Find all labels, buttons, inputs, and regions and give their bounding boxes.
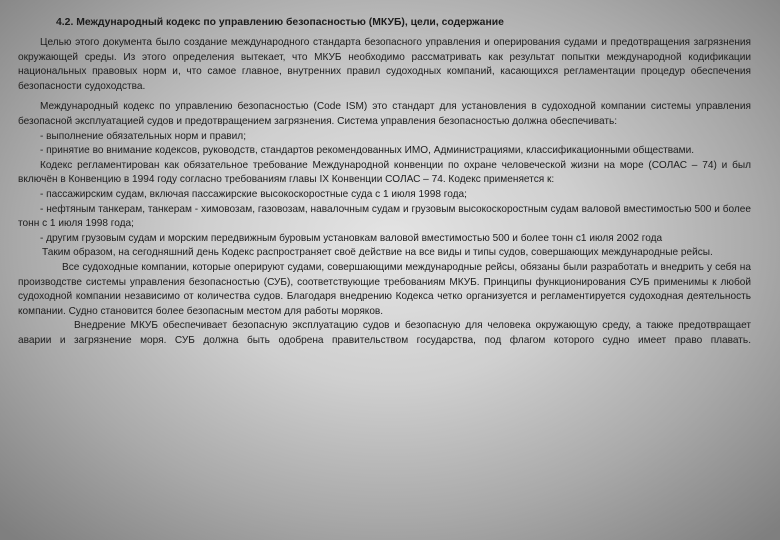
list-item-mandatory-rules: - выполнение обязательных норм и правил; bbox=[40, 130, 246, 142]
paragraph-scope-summary: Таким образом, на сегодняшний день Кодекс распространяет своё действие на все виды и типы судов, совершающих международные рейсы. bbox=[42, 247, 713, 259]
section-title: 4.2. Международный кодекс по управлению безопасностью (МКУБ), цели, содержание bbox=[56, 17, 504, 28]
document-page bbox=[18, 16, 751, 348]
list-item-codes-guidelines: - принятие во внимание кодексов, руководств, стандартов рекомендованных ИМО, Администрациями, классификационными обществами. bbox=[40, 145, 695, 157]
paragraph-purpose: Целью этого документа было создание международного стандарта безопасного управления и оперирования судами и предотвращения загрязнения окружающей среды. Из этого определения вытекает, что МКУБ необходимо рассматривать как результат попытки международной кодификации национальных правовых норм и, что самое главное, внутренних правил судоходных компаний, касающихся регламентации процедур обеспечения безопасности судоходства. bbox=[18, 37, 751, 92]
list-item-tankers: - нефтяным танкерам, танкерам - химовозам, газовозам, навалочным судам и грузовым высокоскоростным судам валовой вместимостью 500 и более тонн с 1 июля 1998 года; bbox=[18, 203, 751, 230]
paragraph-companies-sms: Все судоходные компании, которые оперируют судами, совершающими международные рейсы, обязаны были разработать и внедрить у себя на производстве системы управления безопасностью (СУБ), соответствующие требованиям МКУБ. Принципы функционирования СУБ применимы к любой судоходной компании независимо от количества судов. Благодаря внедрению Кодекса четко организуется и регламентируется судоходная деятельность компании. Судно становится более безопасным местом для работы моряков. bbox=[18, 261, 751, 317]
paragraph-ism-definition: Международный кодекс по управлению безопасностью (Code ISM) это стандарт для установления в судоходной компании системы управления безопасной эксплуатацией судов и предотвращением загрязнения. Система управления безопасностью должна обеспечивать: bbox=[18, 101, 751, 127]
list-item-other-cargo-ships: - другим грузовым судам и морским передвижным буровым установкам валовой вместимостью 500 и более тонн с1 июля 2002 года bbox=[40, 232, 663, 244]
paragraph-ism-implementation: Внедрение МКУБ обеспечивает безопасную эксплуатацию судов и безопасную для человека окружающую среду, а также предотвращает аварии и загрязнение моря. СУБ должна быть одобрена правительством государства, под флагом которого судно имеет право плавать. bbox=[18, 320, 751, 346]
list-item-passenger-ships: - пассажирским судам, включая пассажирские высокоскоростные суда с 1 июля 1998 года; bbox=[40, 188, 467, 200]
paragraph-solas-requirement: Кодекс регламентирован как обязательное требование Международной конвенции по охране человеческой жизни на море (СОЛАС – 74) и был включён в Конвенцию в 1994 году согласно требованиям главы IX Конвенции СОЛАС – 74. Кодекс применяется к: bbox=[18, 159, 751, 186]
